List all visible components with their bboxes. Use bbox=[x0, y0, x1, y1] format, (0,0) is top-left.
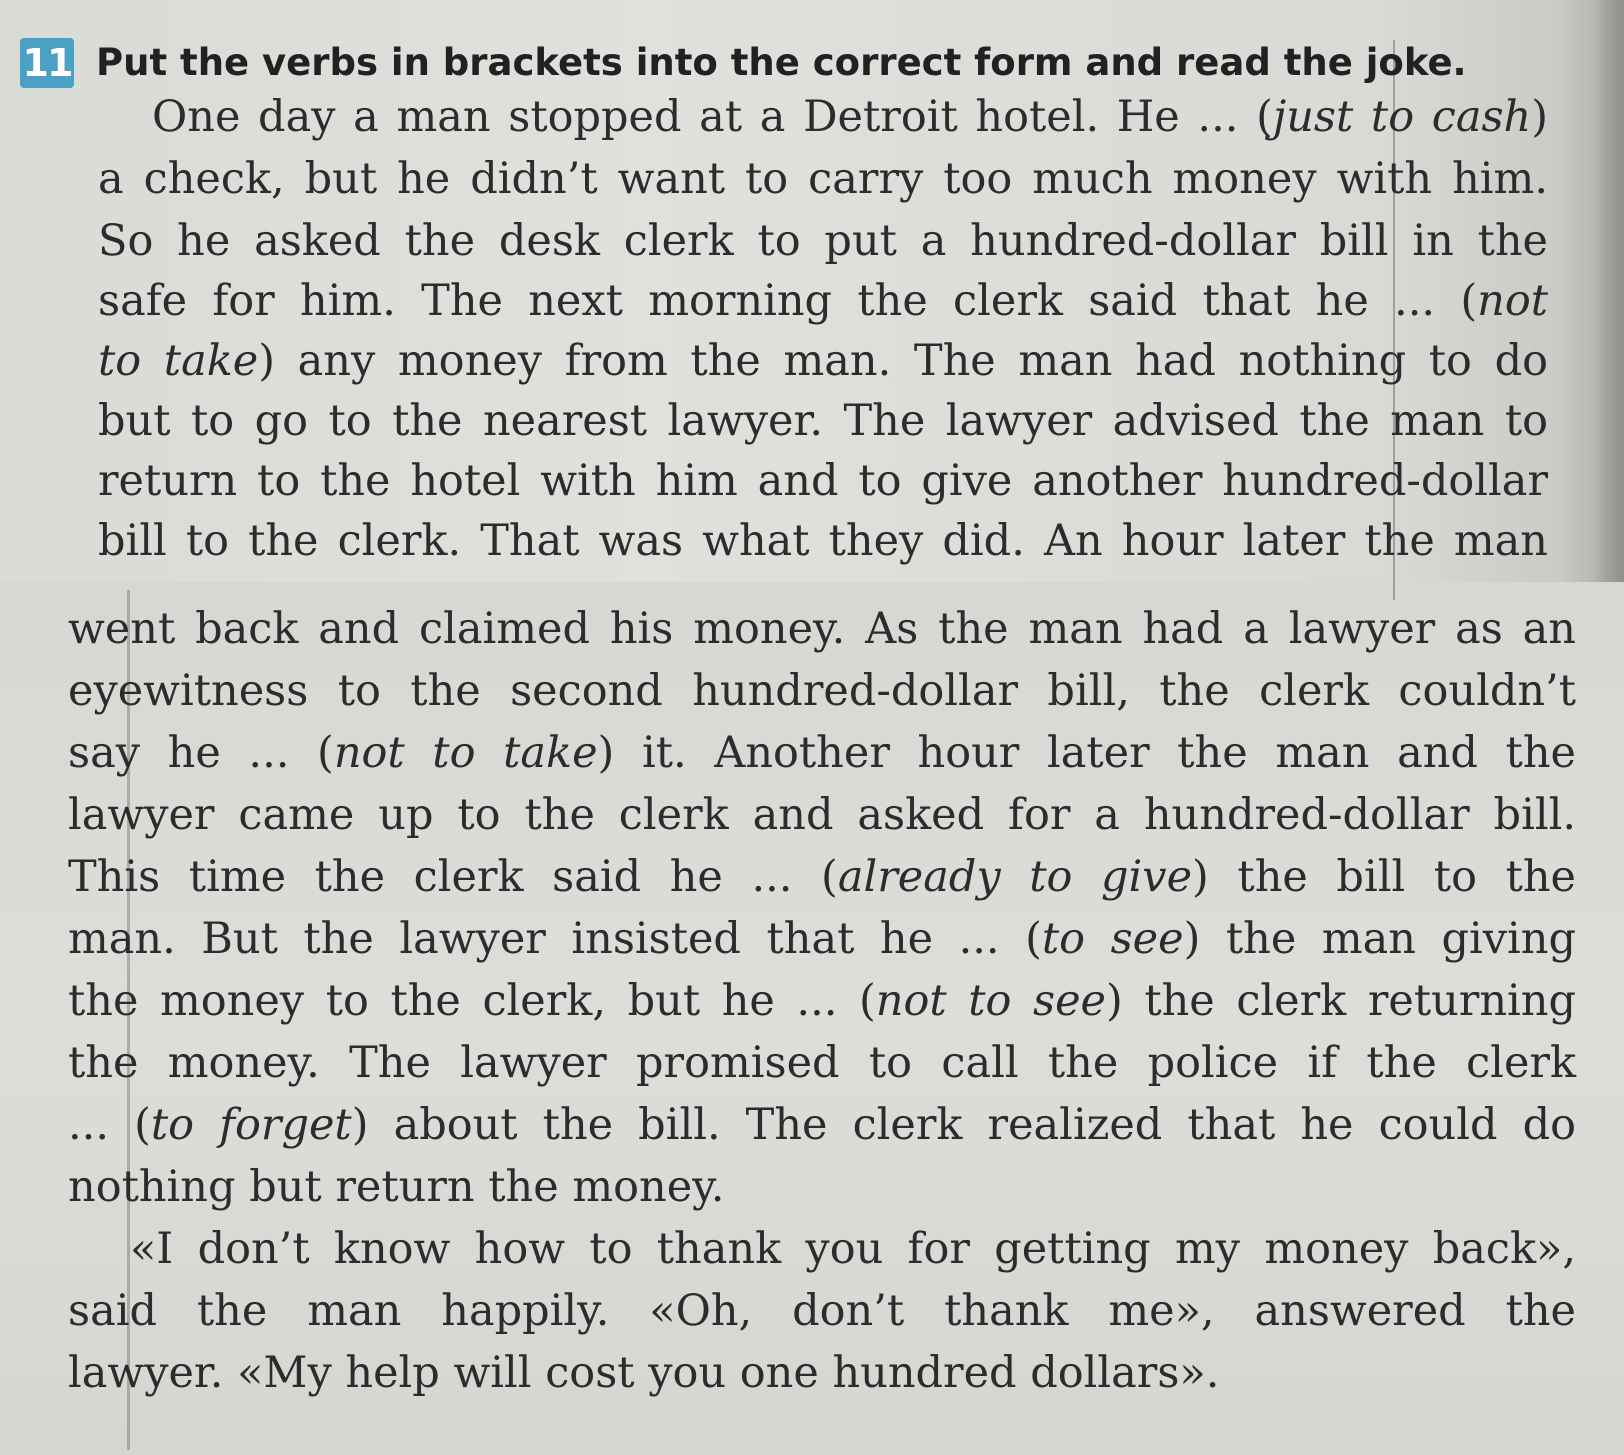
verb-prompt: just to cash bbox=[1272, 92, 1532, 142]
text-line bbox=[68, 784, 1576, 846]
text-segment: but to go to the nearest lawyer. The lawyer advised the man to bbox=[98, 396, 1548, 446]
verb-prompt: not to take bbox=[333, 728, 598, 778]
text-line bbox=[98, 210, 1548, 272]
text-segment: lawyer came up to the clerk and asked for a hundred-dollar bill. bbox=[68, 790, 1576, 840]
text-segment: So he asked the desk clerk to put a hundred-dollar bill in the bbox=[98, 216, 1548, 266]
text-line bbox=[68, 1032, 1576, 1094]
text-segment: the money to the clerk, but he ... ( bbox=[68, 976, 876, 1026]
text-line bbox=[68, 660, 1576, 722]
text-line bbox=[98, 390, 1548, 452]
text-line bbox=[98, 450, 1548, 512]
text-segment: said the man happily. «Oh, don’t thank me», answered the bbox=[68, 1286, 1576, 1336]
text-line bbox=[98, 148, 1548, 210]
text-segment: «I don’t know how to thank you for getting my money back», bbox=[130, 1224, 1576, 1274]
text-line bbox=[68, 1156, 1576, 1218]
text-segment: went back and claimed his money. As the man had a lawyer as an bbox=[68, 604, 1576, 654]
text-segment: a check, but he didn’t want to carry too much money with him. bbox=[98, 154, 1548, 204]
text-segment: lawyer. «My help will cost you one hundred dollars». bbox=[68, 1348, 1220, 1398]
text-segment: safe for him. The next morning the clerk said that he ... ( bbox=[98, 276, 1478, 326]
text-line bbox=[130, 1218, 1576, 1280]
text-line bbox=[68, 1342, 1576, 1404]
text-segment: ) the bill to the bbox=[1192, 852, 1576, 902]
exercise-number-badge: 11 bbox=[20, 38, 74, 88]
text-segment: ) the man giving bbox=[1183, 914, 1576, 964]
text-segment: ) the clerk returning bbox=[1105, 976, 1577, 1026]
page-edge-shadow bbox=[1594, 0, 1624, 582]
text-line bbox=[68, 908, 1576, 970]
text-segment: ) it. Another hour later the man and the bbox=[597, 728, 1576, 778]
text-line bbox=[68, 970, 1576, 1032]
text-segment: ) about the bill. The clerk realized that he could do bbox=[351, 1100, 1576, 1150]
text-segment: bill to the clerk. That was what they did. An hour later the man bbox=[98, 516, 1548, 566]
text-segment: ) bbox=[1531, 92, 1549, 142]
text-line bbox=[68, 846, 1576, 908]
exercise-instruction: Put the verbs in brackets into the correct form and read the joke. bbox=[96, 41, 1467, 84]
text-segment: ... ( bbox=[68, 1100, 151, 1150]
text-segment: nothing but return the money. bbox=[68, 1162, 725, 1212]
text-segment: man. But the lawyer insisted that he ... ( bbox=[68, 914, 1042, 964]
verb-prompt: already to give bbox=[837, 852, 1193, 902]
text-segment: return to the hotel with him and to give another hundred-dollar bbox=[98, 456, 1548, 506]
text-segment: say he ... ( bbox=[68, 728, 334, 778]
text-segment: ) any money from the man. The man had nothing to do bbox=[258, 336, 1548, 386]
text-segment: One day a man stopped at a Detroit hotel. He ... ( bbox=[152, 92, 1273, 142]
verb-prompt: not to see bbox=[875, 976, 1106, 1026]
text-segment: the money. The lawyer promised to call the police if the clerk bbox=[68, 1038, 1576, 1088]
verb-prompt: to see bbox=[1041, 914, 1184, 964]
verb-prompt: to take bbox=[98, 336, 259, 386]
text-line bbox=[68, 598, 1576, 660]
text-line bbox=[98, 270, 1548, 332]
text-line bbox=[98, 330, 1548, 392]
text-segment: This time the clerk said he ... ( bbox=[68, 852, 838, 902]
text-line bbox=[98, 510, 1548, 572]
text-segment: eyewitness to the second hundred-dollar bill, the clerk couldn’t bbox=[68, 666, 1576, 716]
text-line bbox=[68, 1280, 1576, 1342]
text-line bbox=[152, 86, 1548, 148]
verb-prompt: to forget bbox=[150, 1100, 352, 1150]
text-line bbox=[68, 722, 1576, 784]
text-line bbox=[68, 1094, 1576, 1156]
verb-prompt: not bbox=[1477, 276, 1548, 326]
